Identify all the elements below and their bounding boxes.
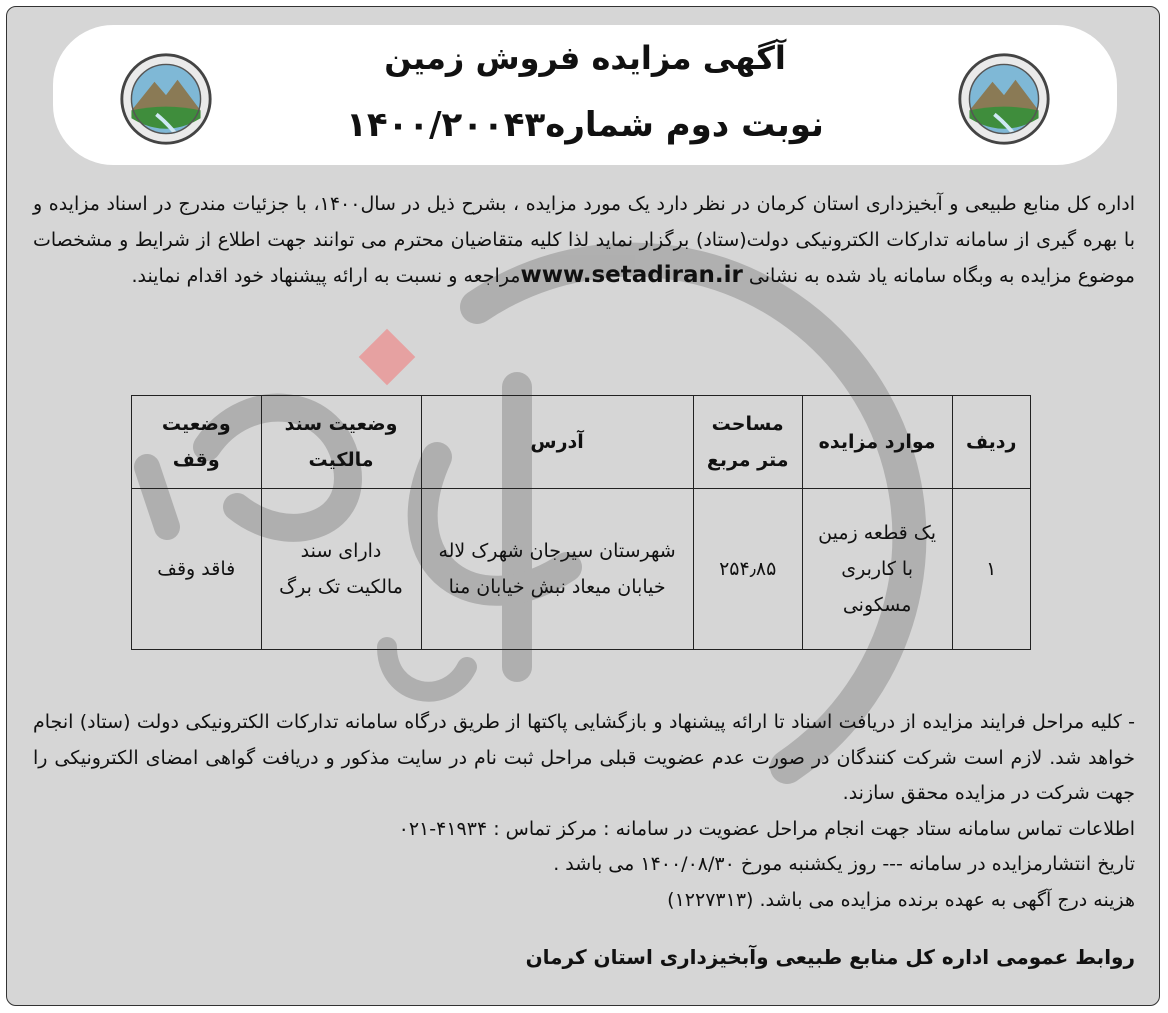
- column-header: موارد مزایده: [802, 396, 952, 489]
- column-header: مساحت متر مربع: [693, 396, 802, 489]
- auction-table: [131, 395, 1031, 650]
- table-cell: شهرستان سیرجان شهرک لاله خیابان میعاد نبش خیابان منا: [421, 489, 693, 650]
- table-cell: فاقد وقف: [132, 489, 262, 650]
- intro-paragraph: [33, 187, 1135, 295]
- contact-info: اطلاعات تماس سامانه ستاد جهت انجام مراحل عضویت در سامانه : مرکز تماس : ۴۱۹۳۴-۰۲۱: [398, 817, 1135, 840]
- table-row: [132, 489, 1031, 650]
- process-note: - کلیه مراحل فرایند مزایده از دریافت اسناد تا ارائه پیشنهاد و بازگشایی پاکتها از طریق درگاه سامانه تدارکات الکترونیکی دولت (ستاد) انجام خواهد شد. لازم است شرکت کنندگان در صورت عدم عضویت قبلی مراحل ثبت نام در سایت مذکور و دریافت گواهی امضای الکترونیکی را جهت شرکت در مزایده محقق سازند.: [33, 711, 1135, 804]
- notes-section: [33, 705, 1135, 918]
- table-cell: یک قطعه زمین با کاربری مسکونی: [802, 489, 952, 650]
- publish-date: تاریخ انتشارمزایده در سامانه --- روز یکشنبه مورخ ۱۴۰۰/۰۸/۳۰ می باشد .: [553, 853, 1135, 875]
- column-header: وضعیت سند مالکیت: [261, 396, 421, 489]
- public-relations-signature: روابط عمومی اداره کل منابع طبیعی وآبخیزداری استان کرمان: [525, 945, 1135, 969]
- notice-number: نوبت دوم شماره۱۴۰۰/۲۰۰۴۳: [346, 105, 824, 145]
- intro-text-end: مراجعه و نسبت به ارائه پیشنهاد خود اقدام نمایند.: [131, 265, 521, 287]
- table-cell: دارای سند مالکیت تک برگ: [261, 489, 421, 650]
- cost-note: هزینه درج آگهی به عهده برنده مزایده می باشد. (۱۲۲۷۳۱۳): [667, 888, 1135, 911]
- intro-text-start: اداره کل منابع طبیعی و آبخیزداری استان کرمان در نظر دارد یک مورد مزایده ، بشرح ذیل در سال۱۴۰۰، با جزئیات مندرج در اسناد مزایده و با بهره گیری از سامانه تدارکات الکترونیکی دولت(ستاد) برگزار نماید لذا کلیه متقاضیان محترم می توانند جهت اطلاع از شرایط و مشخصات موضوع مزایده به وبگاه سامانه یاد شده به نشانی: [33, 193, 1135, 287]
- organization-logo-icon: [956, 51, 1052, 147]
- table-cell: ۲۵۴٫۸۵: [693, 489, 802, 650]
- header-band: [53, 25, 1117, 165]
- column-header: وضعیت وقف: [132, 396, 262, 489]
- notice-title: آگهی مزایده فروش زمین: [384, 39, 786, 77]
- column-header: آدرس: [421, 396, 693, 489]
- website-link[interactable]: www.setadiran.ir: [520, 262, 743, 288]
- column-header: ردیف: [952, 396, 1030, 489]
- advertisement-page: [6, 6, 1160, 1006]
- table-cell: ۱: [952, 489, 1030, 650]
- table-header-row: [132, 396, 1031, 489]
